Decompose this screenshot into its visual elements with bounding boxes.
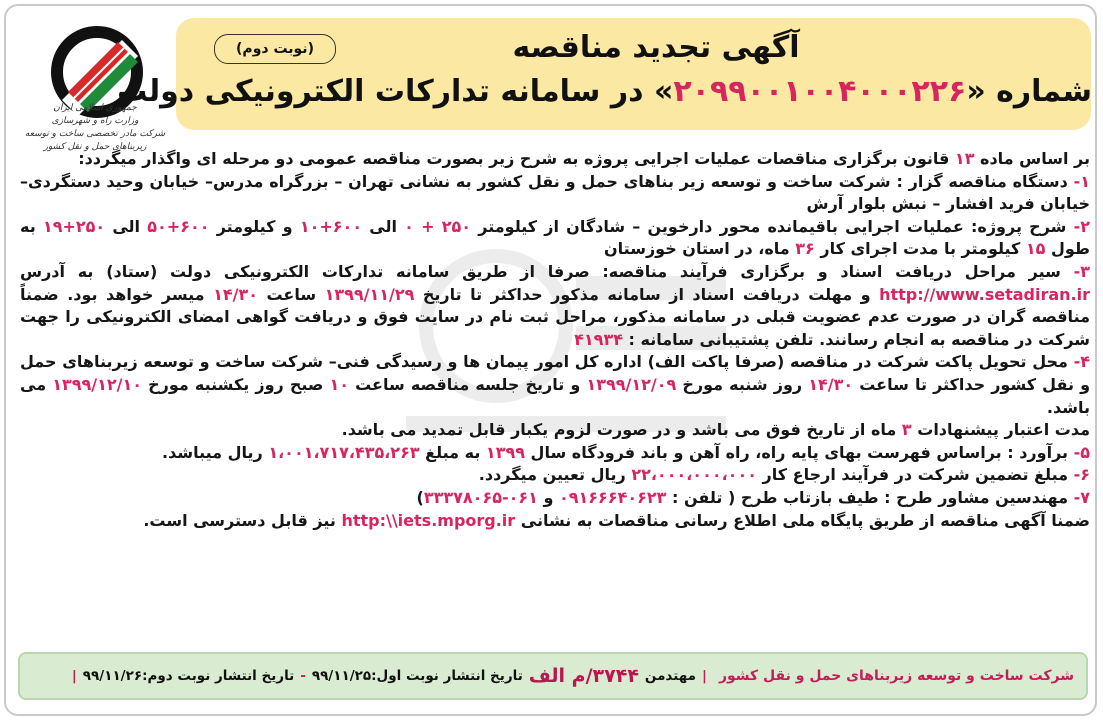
title-suffix: » در سامانه تدارکات الکترونیکی دولت	[117, 74, 674, 109]
length-value: ۱۵	[1025, 239, 1046, 259]
item-number: ۵-	[1073, 442, 1090, 462]
title-prefix: شماره «	[966, 74, 1092, 109]
page-title: آگهی تجدید مناقصه	[512, 30, 800, 65]
closing-text-b: نیز قابل دسترسی است.	[143, 510, 342, 530]
logo-line-1: جمهوری اسلامی ایران	[53, 103, 137, 113]
km-value: ۲۵۰+۱۹	[42, 216, 106, 236]
validity-paragraph	[20, 419, 1090, 442]
delivery-date: ۱۳۹۹/۱۲/۰۹	[586, 374, 677, 394]
item-5-text-c: ریال میباشد.	[162, 442, 269, 462]
article-number: ۱۳	[954, 149, 975, 168]
item-number: ۷-	[1073, 487, 1090, 507]
logo-line-3: شرکت مادر تخصصی ساخت و توسعه زیربناهای حمل و نقل کشور	[24, 129, 166, 152]
item-number: ۴-	[1073, 352, 1090, 372]
item-2-text-a: شرح پروژه: عملیات اجرایی باقیمانده محور دارخوین – شادگان از کیلومتر	[471, 216, 1074, 236]
item-number: ۳-	[1073, 261, 1090, 281]
footer-bar	[18, 652, 1088, 700]
item-2-text-f: کیلومتر با مدت اجرای کار	[814, 239, 1026, 259]
session-date: ۱۳۹۹/۱۲/۱۰	[52, 374, 143, 394]
price-list-year: ۱۳۹۹	[485, 442, 525, 462]
support-phone: ۴۱۹۳۴	[574, 329, 623, 349]
item-2-text-g: ماه، در استان خوزستان	[604, 239, 796, 259]
tender-title	[117, 74, 1092, 126]
logo-caption	[14, 102, 176, 154]
validity-text-a: مدت اعتبار پیشنهادات	[911, 420, 1090, 440]
validity-months: ۳	[901, 420, 912, 440]
logo-line-2: وزارت راه و شهرسازی	[51, 116, 139, 126]
item-6-text-b: ریال تعیین میگردد.	[478, 465, 632, 485]
consultant-phone-1: ۰۹۱۶۶۶۴۰۶۲۳	[558, 487, 667, 507]
tender-number: ۲۰۹۹۰۰۱۰۰۴۰۰۰۲۲۶	[673, 74, 967, 109]
item-3-text-a: سیر مراحل دریافت اسناد و برگزاری فرآیند مناقصه: صرفا از طریق سامانه تدارکات الکترونیکی دولت (ستاد) به آدرس	[20, 261, 1074, 281]
item-7-text-c: )	[416, 487, 424, 507]
footer-separator: |	[71, 668, 77, 684]
item-4-text-d: صبح روز یکشنبه مورخ	[142, 374, 330, 394]
item-7	[20, 487, 1090, 510]
footer-company: شرکت ساخت و توسعه زیربناهای حمل و نقل کشور	[718, 668, 1074, 684]
item-4-text-b: روز شنبه مورخ	[676, 374, 809, 394]
item-3-text-b: و مهلت دریافت اسناد از سامانه مذکور حداکثر تا تاریخ	[414, 284, 880, 304]
item-4-text-e: می باشد.	[20, 374, 1090, 417]
closing-paragraph	[20, 510, 1090, 533]
item-number: ۱-	[1073, 171, 1090, 191]
item-2-text-b: الی	[362, 216, 405, 236]
item-5-text-a: برآورد : براساس فهرست بهای پایه راه، راه آهن و باند فرودگاه سال	[524, 442, 1074, 462]
deadline-time: ۱۴/۳۰	[213, 284, 258, 304]
item-2-text-e: به طول	[20, 216, 1090, 259]
footer-second-date: تاریخ انتشار نوبت دوم:۹۹/۱۱/۲۶	[82, 668, 295, 684]
item-1	[20, 171, 1090, 216]
footer-dash: -	[300, 668, 306, 684]
item-4-text-a: محل تحویل پاکت شرکت در مناقصه (صرفا پاکت الف) اداره کل امور پیمان ها و رسیدگی فنی– شرکت ساخت و توسعه زیربناهای حمل و نقل کشور حداکثر تا ساعت	[20, 352, 1091, 394]
round-badge: (نوبت دوم)	[214, 34, 336, 64]
item-3	[20, 261, 1090, 351]
footer-reference: ۳۷۴۴/م الف	[528, 665, 639, 687]
item-number: ۶-	[1073, 465, 1090, 485]
item-6	[20, 464, 1090, 487]
item-3-text-c: ساعت	[257, 284, 325, 304]
item-6-text-a: مبلغ تضمین شرکت در فرآیند ارجاع کار	[756, 465, 1074, 485]
setad-link[interactable]: http://www.setadiran.ir	[879, 284, 1091, 304]
item-3-text-d: میسر خواهد بود. ضمناً مناقصه گران در صورت عدم عضویت قبلی در سامانه مذکور، مراحل ثبت نام در سایت فوق و دریافت گواهی امضای الکترونیکی را جهت شرکت در مناقصه به انجام رسانند. تلفن پشتیبانی سامانه :	[20, 284, 1090, 349]
km-value: ۶۰۰+۵۰	[147, 216, 210, 236]
deadline-date: ۱۳۹۹/۱۱/۲۹	[324, 284, 415, 304]
item-2	[20, 216, 1090, 261]
footer-separator: |	[702, 668, 707, 684]
estimate-amount: ۱،۰۰۱،۷۱۷،۴۳۵،۲۶۳	[268, 442, 420, 462]
km-value: ۶۰۰+۱۰	[299, 216, 363, 236]
duration-value: ۳۶	[795, 239, 815, 259]
intro-paragraph	[20, 148, 1090, 171]
guarantee-amount: ۲۲،۰۰۰،۰۰۰،۰۰۰	[631, 465, 757, 485]
item-number: ۲-	[1073, 216, 1090, 236]
notice-body	[20, 148, 1090, 648]
closing-text-a: ضمنا آگهی مناقصه از طریق پایگاه ملی اطلاع رسانی مناقصات به نشانی	[515, 510, 1090, 530]
item-7-text-a: مهندسین مشاور طرح : طیف بازتاب طرح ( تلفن :	[666, 487, 1074, 507]
item-1-text: دستگاه مناقصه گزار : شرکت ساخت و توسعه زیر بناهای حمل و نقل کشور به نشانی تهران – بزرگراه مدرس– خیابان وحید دستگردی– خیابان فرید افشار – نبش بلوار آرش	[20, 171, 1090, 214]
km-value: ۲۵۰ + ۰	[404, 216, 472, 236]
delivery-time: ۱۴/۳۰	[808, 374, 854, 394]
intro-text-2: قانون برگزاری مناقصات عملیات اجرایی پروژه به شرح زیر بصورت مناقصه عمومی دو مرحله ای واگذار میگردد:	[78, 149, 955, 168]
footer-first-date: تاریخ انتشار نوبت اول:۹۹/۱۱/۲۵	[311, 668, 523, 684]
item-2-text-c: و کیلومتر	[209, 216, 300, 236]
item-7-text-b: و	[537, 487, 559, 507]
intro-text: بر اساس ماده	[974, 149, 1090, 168]
iets-link[interactable]: http:\\iets.mporg.ir	[341, 510, 516, 530]
validity-text-b: ماه از تاریخ فوق می باشد و در صورت لزوم یکبار قابل تمدید می باشد.	[341, 420, 902, 440]
item-2-text-d: الی	[105, 216, 148, 236]
item-4	[20, 351, 1090, 419]
item-5	[20, 442, 1090, 465]
session-time: ۱۰	[329, 374, 350, 394]
item-4-text-c: و تاریخ جلسه مناقصه ساعت	[349, 374, 587, 394]
advertisement-frame	[4, 4, 1097, 716]
item-5-text-b: به مبلغ	[419, 442, 486, 462]
consultant-phone-2: ۰۶۱-۳۳۳۷۸۰۶۵	[423, 487, 538, 507]
footer-source: مهتدمن	[644, 668, 697, 684]
